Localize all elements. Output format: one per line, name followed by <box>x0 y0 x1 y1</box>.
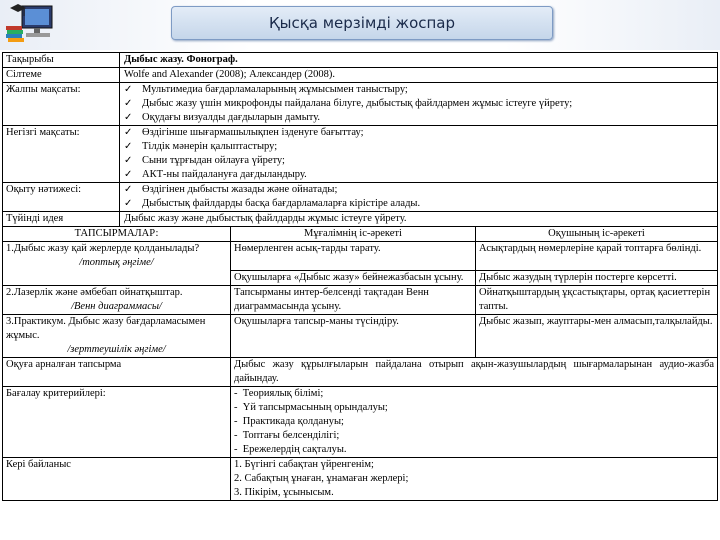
student-cell: Дыбыс жазып, жауптары-мен алмасып,талқылайды. <box>479 316 713 327</box>
checkmark-icon: ✓ <box>124 184 133 195</box>
task-cell <box>3 315 231 357</box>
outcomes-list <box>120 183 717 211</box>
checkmark-icon: ✓ <box>124 155 133 166</box>
reference-value: Wolfe and Alexander (2008); Александер (2008). <box>124 69 335 80</box>
teacher-cell: Оқушыларға тапсыр-маны түсіндіру. <box>231 315 476 357</box>
list-item: 1. Бүгінгі сабақтан үйренгенім; <box>234 459 374 470</box>
list-item: ✓ Оқудағы визуалды дағдыларын дамыту. <box>124 112 321 123</box>
list-item: - Теориялық білімі; <box>234 388 324 399</box>
list-item: ✓ Дыбыс жазу үшін микрофонды пайдалана білуге, дыбыстық файлдармен жұмыс істеуге үйрету; <box>124 98 573 109</box>
list-item: - Ережелердің сақталуы. <box>234 444 347 455</box>
specific-goals-list <box>120 126 717 182</box>
list-item: - Практикада қолдануы; <box>234 416 344 427</box>
checkmark-icon: ✓ <box>124 169 133 180</box>
list-item: - Үй тапсырмасының орындалуы; <box>234 402 388 413</box>
criteria-label: Бағалау критерийлері: <box>3 387 231 457</box>
list-item: ✓ Мультимедиа бағдарламаларының жұмысымен таныстыру; <box>124 84 408 95</box>
task-row-3 <box>3 315 717 358</box>
key-idea-label: Түйінді идея <box>3 212 120 226</box>
key-idea-row <box>3 212 717 227</box>
student-cell <box>476 242 717 285</box>
specific-goals-row <box>3 126 717 183</box>
col-student-header: Оқушының іс-әрекеті <box>548 228 645 239</box>
checkmark-icon: ✓ <box>124 141 133 152</box>
checkmark-icon: ✓ <box>124 127 133 138</box>
general-goals-list <box>120 83 717 125</box>
criteria-row <box>3 387 717 458</box>
key-idea-value: Дыбыс жазу және дыбыстық файлдарды жұмыс істеуге үйрету. <box>124 213 407 224</box>
teacher-text-b: Оқушыларға «Дыбыс жазу» бейнежазбасын ұсыну. <box>231 270 475 285</box>
task-method: /зерттеушілік әңгіме/ <box>67 344 166 355</box>
list-item: ✓ Дыбыстық файлдарды басқа бағдарламаларға кірістіре алады. <box>124 198 421 209</box>
outcomes-label: Оқыту нәтижесі: <box>3 183 120 211</box>
list-item: ✓ Сыни тұрғыдан ойлауға үйрету; <box>124 155 285 166</box>
general-goals-label: Жалпы мақсаты: <box>3 83 120 125</box>
task-row-1 <box>3 242 717 285</box>
checkmark-icon: ✓ <box>124 198 133 209</box>
list-item: - Топтағы белсенділігі; <box>234 430 340 441</box>
feedback-list <box>231 458 717 500</box>
checkmark-icon: ✓ <box>124 98 133 109</box>
page-title: Қысқа мерзімді жоспар <box>171 6 553 40</box>
reference-row <box>3 68 717 83</box>
feedback-label: Кері байланыс <box>3 458 231 500</box>
topic-label: Тақырыбы <box>3 53 120 67</box>
homework-label: Оқуға арналған тапсырма <box>3 358 231 386</box>
topic-value: Дыбыс жазу. Фонограф. <box>124 54 238 65</box>
outcomes-row <box>3 183 717 212</box>
task-cell <box>3 286 231 314</box>
task-text: 2.Лазерлік және әмбебап ойнатқыштар. <box>6 287 183 298</box>
list-item: ✓ Өздігінше шығармашылықпен ізденуге бағыттау; <box>124 127 364 138</box>
tasks-header-row <box>3 227 717 242</box>
general-goals-row <box>3 83 717 126</box>
homework-value: Дыбыс жазу құрылғыларын пайдалана отырып ақын-жазушылардың шығармаларынан аудио-жазба дайындау. <box>234 359 714 384</box>
col-tasks-header: ТАПСЫРМАЛАР: <box>3 227 231 241</box>
task-text: 3.Практикум. Дыбыс жазу бағдарламасымен жұмыс. <box>6 316 206 341</box>
checkmark-icon: ✓ <box>124 112 133 123</box>
student-text-b: Дыбыс жазудың түрлерін постерге көрсетті. <box>476 270 717 285</box>
feedback-row <box>3 458 717 501</box>
homework-row <box>3 358 717 387</box>
criteria-list <box>231 387 717 457</box>
teacher-cell: Тапсырманы интер-белсенді тақтадан Венн диаграммасында ұсыну. <box>231 286 476 314</box>
list-item: ✓ Өздігінен дыбысты жазады және ойнатады; <box>124 184 338 195</box>
student-cell: Ойнатқыштардың ұқсастықтары, ортақ қасиеттерін тапты. <box>479 287 711 312</box>
teacher-cell <box>231 242 476 285</box>
task-text: 1.Дыбыс жазу қай жерлерде қолданылады? <box>6 243 200 254</box>
reference-label: Сілтеме <box>3 68 120 82</box>
list-item: 2. Сабақтың ұнаған, ұнамаған жерлері; <box>234 473 409 484</box>
task-cell <box>3 242 231 285</box>
topic-row <box>3 52 717 68</box>
plan-table <box>2 52 718 501</box>
specific-goals-label: Негізгі мақсаты: <box>3 126 120 182</box>
task-row-2 <box>3 285 717 315</box>
col-teacher-header: Мұғалімнің іс-әрекеті <box>231 227 476 241</box>
checkmark-icon: ✓ <box>124 84 133 95</box>
task-method: /Венн диаграммасы/ <box>71 301 162 312</box>
task-method: /топтық әңгіме/ <box>79 257 154 268</box>
computer-books-icon <box>4 2 56 46</box>
student-text-a: Асықтардың нөмерлеріне қарай топтарға бөлінді. <box>479 243 702 254</box>
list-item: ✓ АКТ-ны пайдалануға дағдыландыру. <box>124 169 307 180</box>
list-item: ✓ Тілдік мәнерін қалыптастыру; <box>124 141 278 152</box>
teacher-text-a: Нөмерленген асық-тарды тарату. <box>234 243 381 254</box>
list-item: 3. Пікірім, ұсынысым. <box>234 487 334 498</box>
